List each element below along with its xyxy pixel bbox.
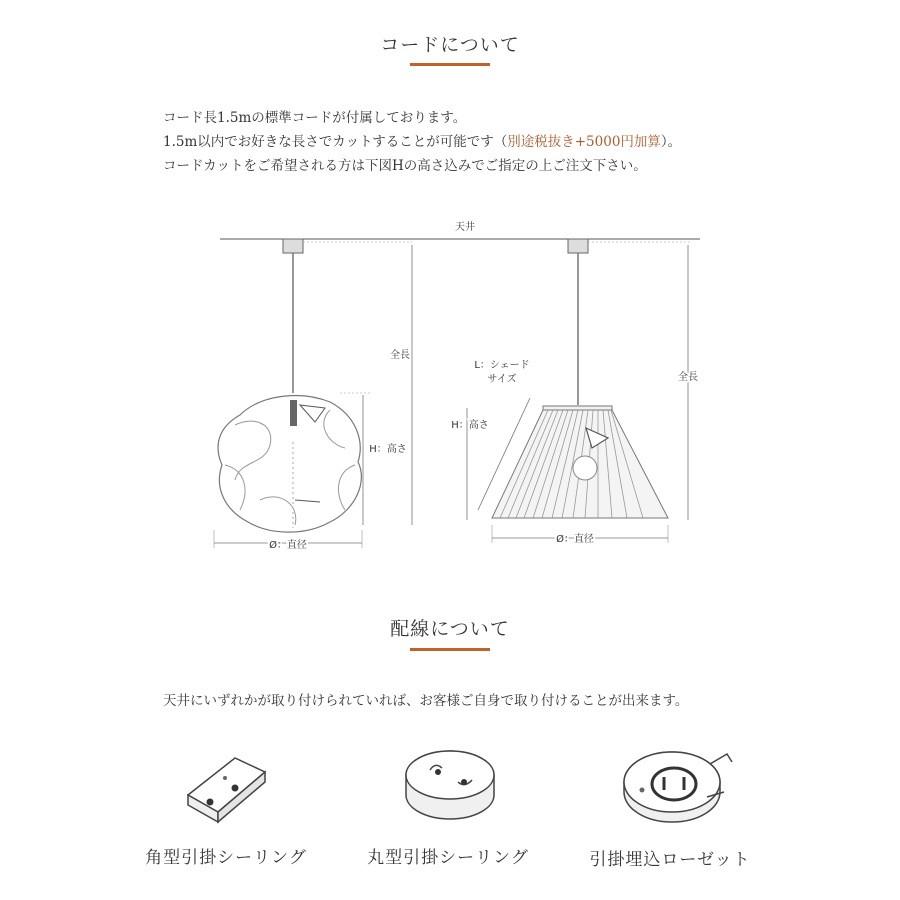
right-diameter-label: Ø：直径 <box>556 534 594 545</box>
cord-line-2: 1.5m以内でお好きな長さでカットすることが可能です（別途税抜き+5000円加算）。 <box>163 134 682 150</box>
left-total-length-label: 全長 <box>390 350 410 361</box>
wiring-description: 天井にいずれかが取り付けられていれば、お客様ご自身で取り付けることが出来ます。 <box>163 693 689 709</box>
ceiling-label: 天井 <box>455 222 475 233</box>
cord-description <box>163 106 681 178</box>
left-diameter-label: Ø：直径 <box>269 540 307 551</box>
right-total-length-label: 全長 <box>678 372 698 383</box>
right-height-label: H：高さ <box>451 420 489 431</box>
shade-size-label-line1: L：シェード <box>474 360 530 371</box>
extra-charge-note: 別途税抜き+5000円加算 <box>507 134 661 150</box>
flush-rosette-label: 引掛埋込ローゼット <box>589 850 751 870</box>
cord-section-heading: コードについて <box>380 34 520 56</box>
round-ceiling-hook-label: 丸型引掛シーリング <box>367 848 529 868</box>
round-ceiling-hook-icon <box>400 740 500 830</box>
cord-line-3: コードカットをご希望される方は下図Hの高さ込みでご指定の上ご注文下さい。 <box>163 158 647 174</box>
shade-size-label-line2: サイズ <box>487 374 517 385</box>
pendant-dimension-diagram <box>0 210 900 570</box>
left-lamp-illustration <box>218 239 361 532</box>
cord-line-1: コード長1.5mの標準コードが付属しております。 <box>163 110 467 126</box>
flush-rosette-icon <box>612 742 742 832</box>
square-ceiling-hook-label: 角型引掛シーリング <box>145 848 307 868</box>
cord-heading-underline <box>410 63 490 66</box>
square-ceiling-hook-icon <box>180 750 280 830</box>
left-height-label: H：高さ <box>369 444 407 455</box>
right-lamp-illustration <box>492 239 668 518</box>
wiring-section-heading: 配線について <box>390 618 510 640</box>
wiring-heading-underline <box>410 648 490 651</box>
